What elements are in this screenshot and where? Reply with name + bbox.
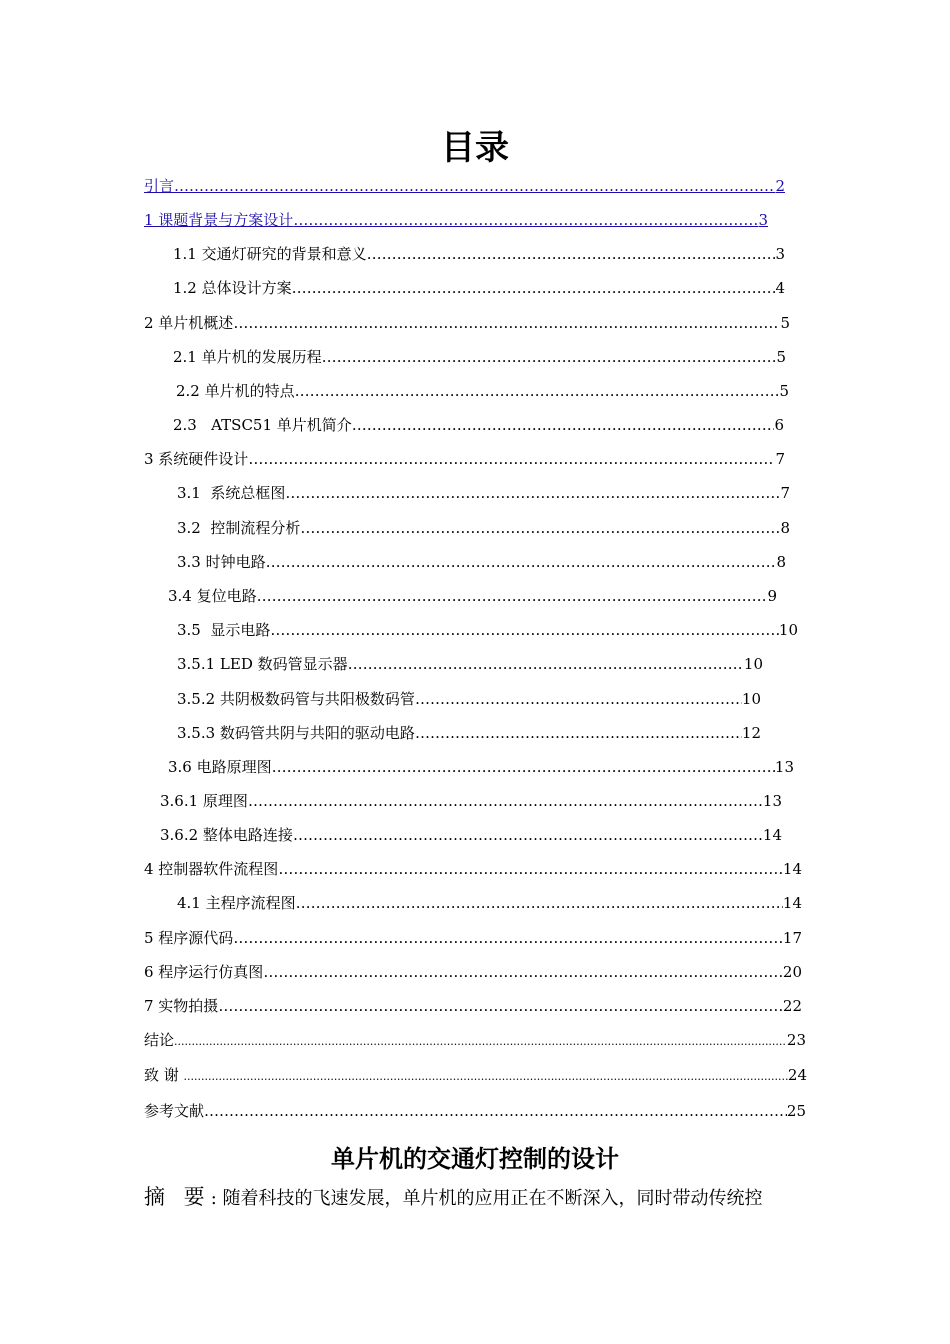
toc-entry-page: 25 — [786, 1102, 806, 1120]
toc-entry-label: 2.3 ATSC51 单片机简介 — [173, 416, 352, 434]
toc-leader-dots — [248, 790, 763, 812]
toc-entry-page: 5 — [776, 348, 786, 366]
toc-leader-dots — [266, 551, 777, 573]
toc-entry-page: 17 — [782, 929, 802, 947]
toc-leader-dots — [415, 722, 742, 744]
toc-entry-page: 4 — [775, 279, 785, 297]
toc-entry-label: 3.5.2 共阴极数码管与共阳极数码管 — [177, 690, 415, 708]
toc-entry-page: 6 — [774, 416, 784, 434]
toc-entry-3-1[interactable] — [177, 482, 790, 504]
toc-entry-label: 3 系统硬件设计 — [144, 450, 249, 468]
toc-entry-page: 7 — [780, 484, 790, 502]
toc-entry-page: 13 — [762, 792, 782, 810]
toc-entry-6[interactable] — [144, 961, 802, 983]
toc-entry-3-6[interactable] — [168, 756, 794, 778]
toc-leader-dots — [174, 1029, 787, 1051]
abstract-separator: : — [210, 1188, 223, 1209]
toc-leader-dots — [322, 346, 777, 368]
toc-leader-dots — [295, 380, 780, 402]
toc-entry-7[interactable] — [144, 995, 802, 1017]
toc-entry-label: 3.6 电路原理图 — [168, 758, 272, 776]
toc-entry-2-3[interactable] — [173, 414, 784, 436]
toc-entry-page: 13 — [774, 758, 794, 776]
abstract-label: 摘 要 — [144, 1185, 211, 1209]
toc-entry-page: 8 — [780, 519, 790, 537]
toc-leader-dots — [233, 312, 780, 334]
toc-entry-label: 4.1 主程序流程图 — [177, 894, 296, 912]
toc-entry-page: 14 — [762, 826, 782, 844]
toc-entry-page: 8 — [776, 553, 786, 571]
toc-entry-label: 3.5.3 数码管共阴与共阳的驱动电路 — [177, 724, 415, 742]
toc-entry-label: 7 实物拍摄 — [144, 997, 219, 1015]
toc-entry-label: 结论 — [144, 1031, 175, 1049]
toc-leader-dots — [292, 277, 776, 299]
toc-entry-page: 14 — [782, 894, 802, 912]
toc-leader-dots — [415, 688, 742, 710]
toc-entry-label: 2.1 单片机的发展历程 — [173, 348, 322, 366]
toc-entry-3-6-2[interactable] — [160, 824, 782, 846]
toc-entry-label: 参考文献 — [144, 1102, 205, 1120]
toc-entry-4-1[interactable] — [177, 892, 802, 914]
toc-leader-dots — [204, 1100, 787, 1122]
toc-leader-dots — [184, 1064, 788, 1086]
toc-entry-1[interactable] — [144, 209, 768, 231]
toc-entry-3-5-3[interactable] — [177, 722, 761, 744]
toc-leader-dots — [300, 517, 780, 539]
toc-leader-dots — [293, 824, 763, 846]
toc-entry-intro[interactable] — [144, 175, 785, 197]
toc-leader-dots — [270, 619, 779, 641]
toc-leader-dots — [263, 961, 783, 983]
toc-entry-page: 3 — [758, 211, 768, 229]
toc-entry-page: 2 — [775, 177, 785, 195]
toc-leader-dots — [367, 243, 776, 265]
toc-entry-page: 24 — [787, 1066, 807, 1084]
toc-entry-2-1[interactable] — [173, 346, 786, 368]
toc-entry-label: 致 谢 — [144, 1066, 184, 1084]
toc-entry-3-6-1[interactable] — [160, 790, 782, 812]
toc-entry-page: 10 — [778, 621, 798, 639]
toc-entry-label: 1.2 总体设计方案 — [173, 279, 292, 297]
toc-entry-conclusion[interactable] — [144, 1029, 806, 1051]
toc-leader-dots — [293, 209, 758, 231]
toc-entry-5[interactable] — [144, 927, 802, 949]
toc-entry-3-2[interactable] — [177, 517, 790, 539]
toc-entry-1-1[interactable] — [173, 243, 785, 265]
toc-leader-dots — [218, 995, 783, 1017]
toc-entry-label: 3.5 显示电路 — [177, 621, 271, 639]
toc-entry-label: 3.1 系统总框图 — [177, 484, 286, 502]
toc-entry-page: 5 — [780, 314, 790, 332]
toc-entry-label: 5 程序源代码 — [144, 929, 234, 947]
toc-leader-dots — [272, 756, 775, 778]
page-title: 目录 — [441, 128, 509, 168]
toc-entry-3-5-1[interactable] — [177, 653, 763, 675]
toc-entry-label: 3.3 时钟电路 — [177, 553, 266, 571]
toc-entry-page: 7 — [775, 450, 785, 468]
toc-entry-page: 10 — [743, 655, 763, 673]
toc-entry-4[interactable] — [144, 858, 802, 880]
toc-entry-label: 1.1 交通灯研究的背景和意义 — [173, 245, 367, 263]
toc-leader-dots — [257, 585, 768, 607]
toc-entry-page: 23 — [786, 1031, 806, 1049]
toc-entry-3-4[interactable] — [168, 585, 777, 607]
toc-entry-page: 20 — [782, 963, 802, 981]
toc-entry-label: 4 控制器软件流程图 — [144, 860, 279, 878]
toc-entry-label: 3.5.1 LED 数码管显示器 — [177, 655, 348, 673]
toc-leader-dots — [233, 927, 783, 949]
toc-entry-label: 3.6.1 原理图 — [160, 792, 248, 810]
toc-leader-dots — [296, 892, 783, 914]
toc-entry-3-5[interactable] — [177, 619, 798, 641]
toc-entry-1-2[interactable] — [173, 277, 785, 299]
toc-entry-page: 22 — [782, 997, 802, 1015]
toc-leader-dots — [285, 482, 780, 504]
toc-entry-3[interactable] — [144, 448, 785, 470]
toc-entry-2[interactable] — [144, 312, 790, 334]
toc-entry-label: 3.4 复位电路 — [168, 587, 257, 605]
toc-entry-page: 12 — [741, 724, 761, 742]
toc-entry-page: 10 — [741, 690, 761, 708]
toc-entry-3-3[interactable] — [177, 551, 786, 573]
abstract-text: 随着科技的飞速发展，单片机的应用正在不断深入，同时带动传统控 — [222, 1188, 763, 1209]
toc-entry-label: 3.2 控制流程分析 — [177, 519, 301, 537]
section-heading: 单片机的交通灯控制的设计 — [331, 1145, 619, 1173]
toc-entry-label: 3.6.2 整体电路连接 — [160, 826, 293, 844]
toc-entry-acknowledgements[interactable] — [144, 1064, 807, 1086]
abstract-paragraph — [144, 1182, 824, 1214]
toc-entry-label: 2 单片机概述 — [144, 314, 234, 332]
toc-leader-dots — [248, 448, 775, 470]
toc-entry-label: 6 程序运行仿真图 — [144, 963, 264, 981]
toc-entry-2-2[interactable] — [176, 380, 789, 402]
toc-entry-page: 9 — [767, 587, 777, 605]
toc-leader-dots — [348, 653, 744, 675]
toc-leader-dots — [352, 414, 775, 436]
toc-leader-dots — [278, 858, 783, 880]
toc-entry-label: 1 课题背景与方案设计 — [144, 211, 294, 229]
toc-entry-page: 5 — [779, 382, 789, 400]
toc-entry-references[interactable] — [144, 1100, 806, 1122]
toc-leader-dots — [174, 175, 775, 197]
toc-entry-label: 引言 — [144, 177, 175, 195]
toc-entry-page: 3 — [775, 245, 785, 263]
toc-entry-label: 2.2 单片机的特点 — [176, 382, 295, 400]
toc-entry-page: 14 — [782, 860, 802, 878]
toc-entry-3-5-2[interactable] — [177, 688, 761, 710]
